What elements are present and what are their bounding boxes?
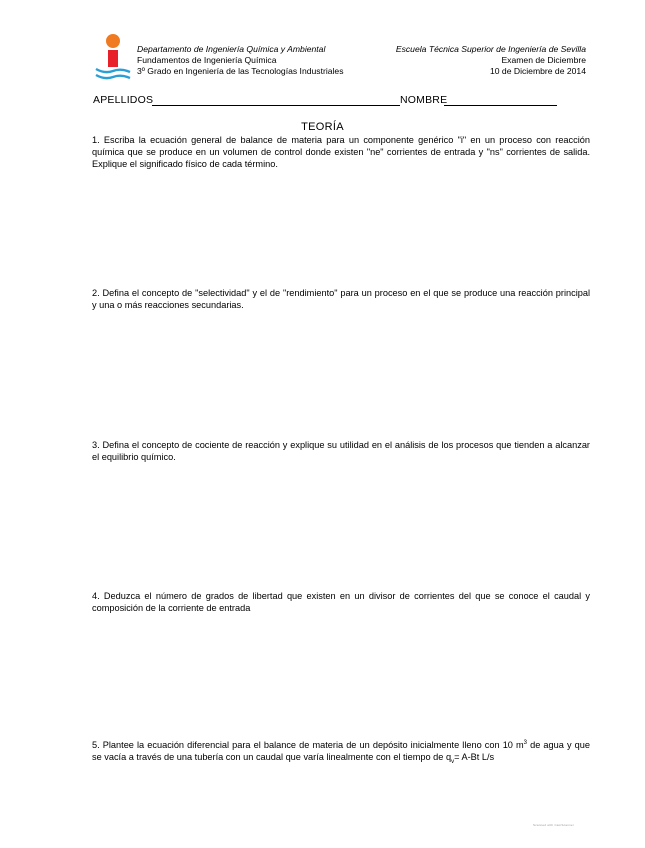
question-1: 1. Escriba la ecuación general de balance de materia para un componente genérico "i" en un proceso con reacción química que se produce en un volumen de control donde existen "ne" corrientes de entrada y "ns" corrientes de salida. Explique el significado físico de cada término. [92, 135, 590, 169]
header-right [360, 44, 586, 77]
name-input-line[interactable] [444, 105, 557, 106]
logo-wave-top [96, 69, 130, 72]
question-5 [92, 737, 590, 768]
question-5-text-a: 5. Plantee la ecuación diferencial para el balance de materia de un depósito inicialmente lleno con 10 m [92, 740, 524, 751]
department-name: Departamento de Ingeniería Química y Ambiental [137, 44, 326, 54]
question-5-text-c: = A-Bt L/s [454, 752, 495, 763]
header-left [137, 44, 344, 77]
logo-wave-bottom [96, 75, 130, 78]
question-5-sub: v [451, 758, 455, 765]
university-logo [93, 33, 133, 83]
surname-input-line[interactable] [152, 105, 400, 106]
exam-name: Examen de Diciembre [501, 55, 586, 65]
logo-bar [108, 50, 118, 67]
degree-name: 3º Grado en Ingeniería de las Tecnologías Industriales [137, 66, 344, 76]
surname-label: APELLIDOS [93, 94, 154, 106]
scanner-watermark: Scanned with CamScanner [533, 823, 574, 827]
section-title: TEORÍA [301, 121, 344, 133]
exam-date: 10 de Diciembre de 2014 [489, 66, 586, 76]
question-3: 3. Defina el concepto de cociente de reacción y explique su utilidad en el análisis de los procesos que tienden a alcanzar el equilibrio químico. [92, 440, 590, 462]
school-name: Escuela Técnica Superior de Ingeniería de Sevilla [395, 44, 586, 54]
question-5-sup: 3 [523, 740, 528, 746]
name-label: NOMBRE [400, 94, 448, 106]
question-5-text-b: de agua y que se vacía a través de una tubería con un caudal que varía linealmente con el tiempo de q [92, 740, 590, 763]
question-4: 4. Deduzca el número de grados de libertad que existen en un divisor de corrientes del que se conoce el caudal y composición de la corriente de entrada [92, 591, 590, 613]
question-2: 2. Defina el concepto de "selectividad" y el de "rendimiento" para un proceso en el que se produce una reacción principal y una o más reacciones secundarias. [92, 288, 590, 310]
logo-circle [106, 34, 120, 48]
course-name: Fundamentos de Ingeniería Química [137, 55, 277, 65]
